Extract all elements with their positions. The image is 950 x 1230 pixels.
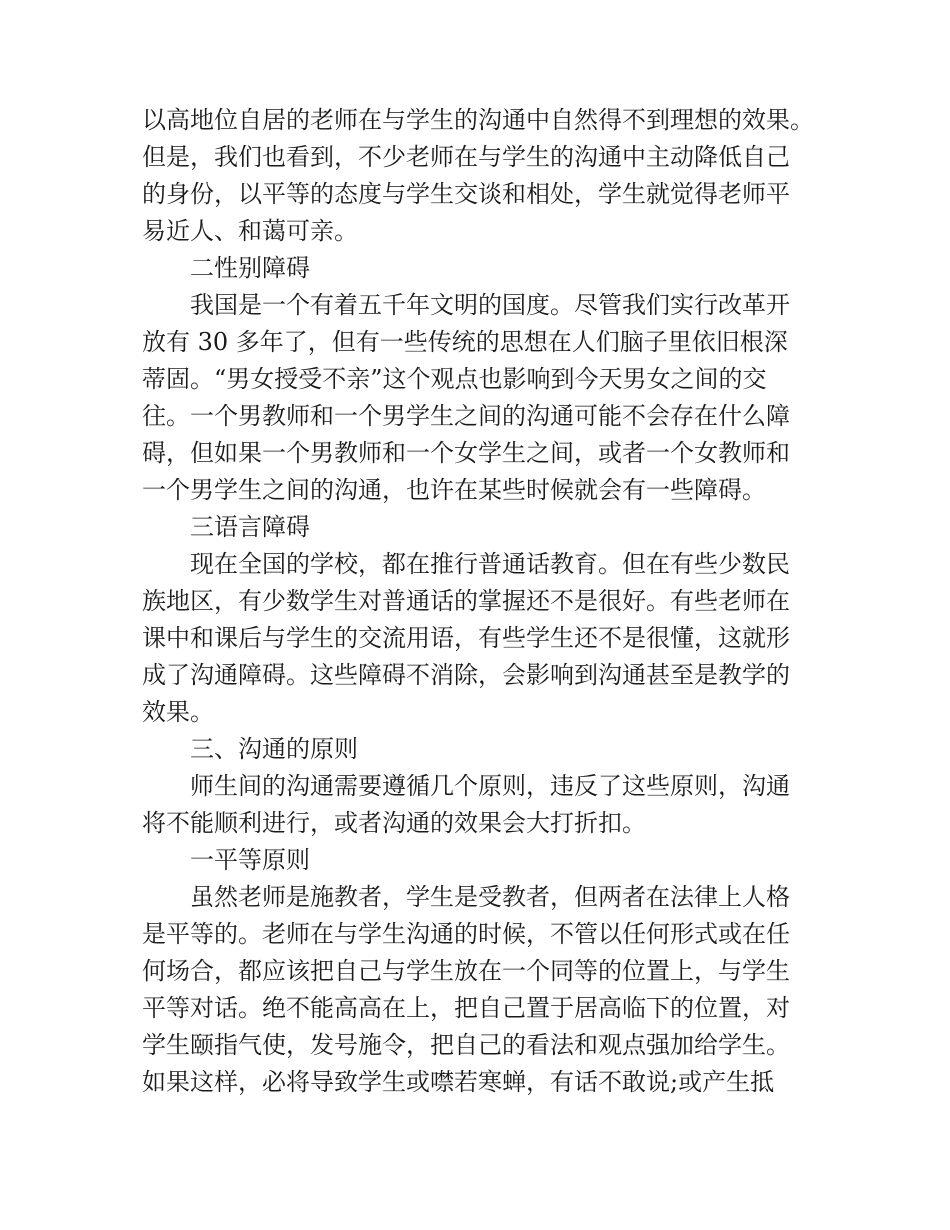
text-line: 何场合，都应该把自己与学生放在一个同等的位置上，与学生	[142, 957, 790, 985]
text-line: 我国是一个有着五千年文明的国度。尽管我们实行改革开	[190, 291, 790, 319]
section-heading: 一平等原则	[190, 846, 310, 874]
text-line: 的身份，以平等的态度与学生交谈和相处，学生就觉得老师平	[142, 180, 790, 208]
text-line: 效果。	[142, 698, 214, 726]
text-line: 往。一个男教师和一个男学生之间的沟通可能不会存在什么障	[142, 402, 790, 430]
section-heading: 二性别障碍	[190, 254, 310, 282]
text-line: 成了沟通障碍。这些障碍不消除，会影响到沟通甚至是教学的	[142, 661, 790, 689]
text-line: 现在全国的学校，都在推行普通话教育。但在有些少数民	[190, 550, 790, 578]
text-line: 虽然老师是施教者，学生是受教者，但两者在法律上人格	[190, 883, 790, 911]
text-line: 如果这样，必将导致学生或噤若寒蝉，有话不敢说;或产生抵	[142, 1068, 775, 1096]
text-line: 族地区，有少数学生对普通话的掌握还不是很好。有些老师在	[142, 587, 790, 615]
text-line: 一个男学生之间的沟通，也许在某些时候就会有一些障碍。	[142, 476, 766, 504]
text-line: 放有 30 多年了，但有一些传统的思想在人们脑子里依旧根深	[142, 328, 788, 356]
document-body	[142, 102, 822, 1101]
text-line: 课中和课后与学生的交流用语，有些学生还不是很懂，这就形	[142, 624, 790, 652]
text-line: 但是，我们也看到，不少老师在与学生的沟通中主动降低自己	[142, 143, 790, 171]
text-line: 学生颐指气使，发号施令，把自己的看法和观点强加给学生。	[142, 1031, 790, 1059]
text-line: 碍，但如果一个男教师和一个女学生之间，或者一个女教师和	[142, 439, 790, 467]
text-line: 以高地位自居的老师在与学生的沟通中自然得不到理想的效果。	[142, 106, 814, 134]
text-line: 平等对话。绝不能高高在上，把自己置于居高临下的位置，对	[142, 994, 790, 1022]
text-line: 易近人、和蔼可亲。	[142, 217, 358, 245]
text-line: 师生间的沟通需要遵循几个原则，违反了这些原则，沟通	[190, 772, 790, 800]
section-heading: 三语言障碍	[190, 513, 310, 541]
text-line: 将不能顺利进行，或者沟通的效果会大打折扣。	[142, 809, 646, 837]
text-line: 蒂固。“男女授受不亲”这个观点也影响到今天男女之间的交	[142, 365, 767, 393]
text-line: 是平等的。老师在与学生沟通的时候，不管以任何形式或在任	[142, 920, 790, 948]
section-heading: 三、沟通的原则	[190, 735, 358, 763]
